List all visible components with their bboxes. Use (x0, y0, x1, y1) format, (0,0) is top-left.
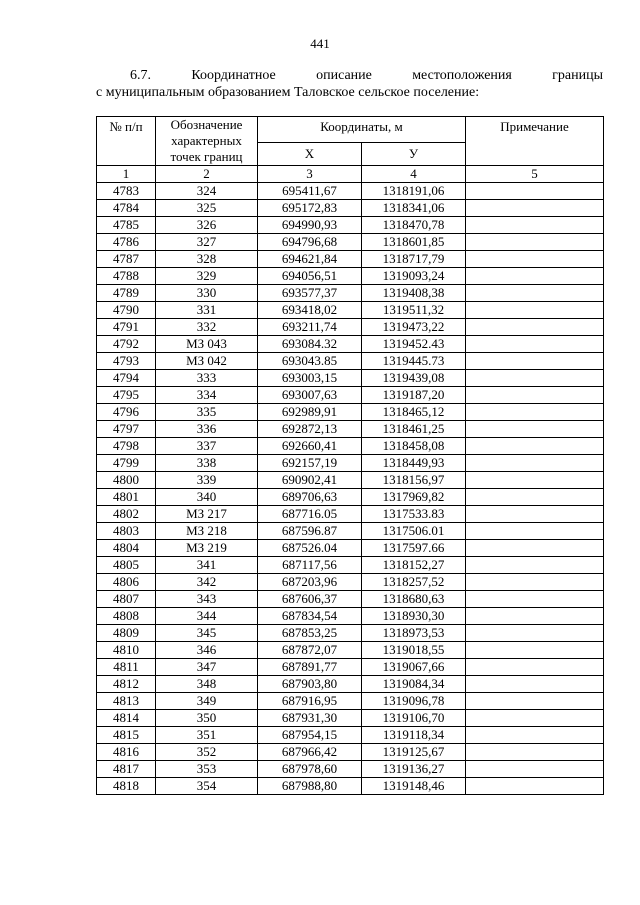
table-row (97, 472, 604, 489)
cell-designation: 331 (156, 302, 258, 319)
cell-y: 1319439,08 (362, 370, 466, 387)
cell-designation: 330 (156, 285, 258, 302)
cell-num: 4806 (97, 574, 156, 591)
cell-note (466, 387, 604, 404)
cell-x: 687716.05 (258, 506, 362, 523)
cell-designation: 326 (156, 217, 258, 234)
table-row (97, 183, 604, 200)
cell-num: 4809 (97, 625, 156, 642)
table-row (97, 540, 604, 557)
cell-y: 1319408,38 (362, 285, 466, 302)
cell-y: 1319136,27 (362, 761, 466, 778)
cell-num: 4810 (97, 642, 156, 659)
cell-x: 693211,74 (258, 319, 362, 336)
cell-designation: 332 (156, 319, 258, 336)
cell-designation: 328 (156, 251, 258, 268)
cell-num: 4792 (97, 336, 156, 353)
cell-note (466, 625, 604, 642)
cell-note (466, 744, 604, 761)
table-row (97, 370, 604, 387)
cell-note (466, 302, 604, 319)
cell-x: 692989,91 (258, 404, 362, 421)
cell-x: 687916,95 (258, 693, 362, 710)
table-row (97, 659, 604, 676)
cell-y: 1318449,93 (362, 455, 466, 472)
header-coordinates: Координаты, м (258, 117, 466, 143)
cell-x: 687891,77 (258, 659, 362, 676)
header-designation: Обозначение характерных точек границ (156, 117, 258, 166)
cell-num: 4813 (97, 693, 156, 710)
cell-note (466, 353, 604, 370)
cell-designation: 327 (156, 234, 258, 251)
cell-y: 1319452.43 (362, 336, 466, 353)
cell-y: 1319096,78 (362, 693, 466, 710)
table-row (97, 421, 604, 438)
table-row (97, 489, 604, 506)
cell-num: 4788 (97, 268, 156, 285)
cell-num: 4791 (97, 319, 156, 336)
table-row (97, 574, 604, 591)
cell-x: 692872,13 (258, 421, 362, 438)
coordinates-table (96, 116, 604, 795)
table-row (97, 693, 604, 710)
cell-designation: 335 (156, 404, 258, 421)
cell-num: 4807 (97, 591, 156, 608)
cell-num: 4783 (97, 183, 156, 200)
cell-num: 4789 (97, 285, 156, 302)
cell-note (466, 761, 604, 778)
cell-note (466, 659, 604, 676)
cell-num: 4801 (97, 489, 156, 506)
cell-y: 1318458,08 (362, 438, 466, 455)
cell-y: 1317969,82 (362, 489, 466, 506)
column-number: 2 (156, 166, 258, 183)
cell-note (466, 676, 604, 693)
cell-designation: 336 (156, 421, 258, 438)
cell-designation: МЗ 042 (156, 353, 258, 370)
cell-designation: 354 (156, 778, 258, 795)
cell-y: 1319093,24 (362, 268, 466, 285)
cell-designation: МЗ 219 (156, 540, 258, 557)
cell-y: 1319148,46 (362, 778, 466, 795)
cell-num: 4816 (97, 744, 156, 761)
table-row (97, 200, 604, 217)
cell-x: 693007,63 (258, 387, 362, 404)
cell-designation: 343 (156, 591, 258, 608)
cell-designation: МЗ 043 (156, 336, 258, 353)
table-row (97, 625, 604, 642)
cell-designation: 325 (156, 200, 258, 217)
cell-y: 1318470,78 (362, 217, 466, 234)
cell-x: 687853,25 (258, 625, 362, 642)
cell-num: 4786 (97, 234, 156, 251)
cell-x: 693577,37 (258, 285, 362, 302)
cell-x: 693418,02 (258, 302, 362, 319)
cell-num: 4800 (97, 472, 156, 489)
cell-y: 1319125,67 (362, 744, 466, 761)
table-row (97, 217, 604, 234)
column-number: 4 (362, 166, 466, 183)
cell-x: 687596.87 (258, 523, 362, 540)
cell-x: 687931,30 (258, 710, 362, 727)
cell-x: 689706,63 (258, 489, 362, 506)
cell-designation: 337 (156, 438, 258, 455)
table-row (97, 506, 604, 523)
table-row (97, 285, 604, 302)
cell-x: 687954,15 (258, 727, 362, 744)
column-number: 3 (258, 166, 362, 183)
cell-num: 4817 (97, 761, 156, 778)
cell-note (466, 574, 604, 591)
cell-num: 4802 (97, 506, 156, 523)
cell-y: 1319511,32 (362, 302, 466, 319)
cell-note (466, 404, 604, 421)
table-row (97, 727, 604, 744)
cell-designation: 351 (156, 727, 258, 744)
cell-note (466, 778, 604, 795)
heading-line-2: с муниципальным образованием Таловское сельское поселение: (96, 85, 480, 100)
cell-designation: МЗ 218 (156, 523, 258, 540)
cell-designation: МЗ 217 (156, 506, 258, 523)
cell-y: 1318152,27 (362, 557, 466, 574)
table-row (97, 744, 604, 761)
cell-y: 1318257,52 (362, 574, 466, 591)
cell-designation: 333 (156, 370, 258, 387)
cell-x: 687872,07 (258, 642, 362, 659)
cell-num: 4815 (97, 727, 156, 744)
cell-y: 1318156,97 (362, 472, 466, 489)
table-row (97, 438, 604, 455)
cell-num: 4794 (97, 370, 156, 387)
cell-y: 1319187,20 (362, 387, 466, 404)
table-row (97, 251, 604, 268)
table-row (97, 336, 604, 353)
cell-x: 687903,80 (258, 676, 362, 693)
table-row (97, 676, 604, 693)
cell-note (466, 523, 604, 540)
header-note: Примечание (466, 117, 604, 166)
cell-designation: 350 (156, 710, 258, 727)
cell-y: 1319118,34 (362, 727, 466, 744)
cell-designation: 329 (156, 268, 258, 285)
table-row (97, 710, 604, 727)
cell-designation: 339 (156, 472, 258, 489)
cell-note (466, 506, 604, 523)
cell-x: 694796,68 (258, 234, 362, 251)
cell-num: 4793 (97, 353, 156, 370)
table-row (97, 455, 604, 472)
section-heading (96, 67, 603, 101)
cell-designation: 342 (156, 574, 258, 591)
cell-x: 687966,42 (258, 744, 362, 761)
cell-num: 4796 (97, 404, 156, 421)
cell-note (466, 710, 604, 727)
table-body (97, 183, 604, 795)
cell-note (466, 421, 604, 438)
cell-note (466, 608, 604, 625)
cell-y: 1319067,66 (362, 659, 466, 676)
cell-designation: 338 (156, 455, 258, 472)
cell-num: 4818 (97, 778, 156, 795)
cell-x: 694056,51 (258, 268, 362, 285)
cell-note (466, 693, 604, 710)
cell-designation: 345 (156, 625, 258, 642)
cell-num: 4795 (97, 387, 156, 404)
cell-num: 4804 (97, 540, 156, 557)
cell-x: 693043.85 (258, 353, 362, 370)
cell-y: 1319084,34 (362, 676, 466, 693)
cell-y: 1317506.01 (362, 523, 466, 540)
cell-y: 1318930,30 (362, 608, 466, 625)
cell-num: 4787 (97, 251, 156, 268)
cell-note (466, 727, 604, 744)
cell-x: 687117,56 (258, 557, 362, 574)
column-number: 5 (466, 166, 604, 183)
cell-note (466, 183, 604, 200)
cell-y: 1318461,25 (362, 421, 466, 438)
cell-note (466, 591, 604, 608)
cell-x: 695172,83 (258, 200, 362, 217)
cell-note (466, 234, 604, 251)
cell-x: 687988,80 (258, 778, 362, 795)
table-row (97, 353, 604, 370)
table-row (97, 387, 604, 404)
table-row (97, 778, 604, 795)
cell-num: 4814 (97, 710, 156, 727)
cell-note (466, 455, 604, 472)
table-row (97, 234, 604, 251)
cell-x: 687834,54 (258, 608, 362, 625)
cell-num: 4808 (97, 608, 156, 625)
cell-note (466, 200, 604, 217)
cell-designation: 341 (156, 557, 258, 574)
heading-word: 6.7. (130, 68, 151, 83)
heading-word: границы (552, 68, 603, 83)
cell-y: 1319445.73 (362, 353, 466, 370)
cell-x: 687526.04 (258, 540, 362, 557)
header-y: У (362, 142, 466, 165)
page-number: 441 (310, 36, 330, 51)
cell-x: 694990,93 (258, 217, 362, 234)
cell-designation: 348 (156, 676, 258, 693)
header-x: Х (258, 142, 362, 165)
heading-word: описание (316, 68, 372, 83)
cell-note (466, 540, 604, 557)
cell-note (466, 642, 604, 659)
cell-x: 687978,60 (258, 761, 362, 778)
cell-x: 695411,67 (258, 183, 362, 200)
cell-y: 1318191,06 (362, 183, 466, 200)
cell-designation: 334 (156, 387, 258, 404)
cell-num: 4797 (97, 421, 156, 438)
cell-y: 1318601,85 (362, 234, 466, 251)
cell-x: 693084.32 (258, 336, 362, 353)
cell-x: 694621,84 (258, 251, 362, 268)
cell-num: 4784 (97, 200, 156, 217)
table-row (97, 523, 604, 540)
cell-note (466, 217, 604, 234)
table-row (97, 608, 604, 625)
heading-line-1 (96, 67, 603, 84)
cell-note (466, 370, 604, 387)
cell-y: 1317597.66 (362, 540, 466, 557)
cell-x: 690902,41 (258, 472, 362, 489)
table-row (97, 268, 604, 285)
cell-note (466, 557, 604, 574)
cell-y: 1318973,53 (362, 625, 466, 642)
cell-num: 4811 (97, 659, 156, 676)
cell-num: 4812 (97, 676, 156, 693)
cell-x: 693003,15 (258, 370, 362, 387)
cell-designation: 324 (156, 183, 258, 200)
cell-x: 687203,96 (258, 574, 362, 591)
cell-designation: 347 (156, 659, 258, 676)
table-row (97, 761, 604, 778)
heading-word: Координатное (191, 68, 276, 83)
header-num: № п/п (97, 117, 156, 166)
cell-note (466, 472, 604, 489)
table-row (97, 591, 604, 608)
cell-num: 4798 (97, 438, 156, 455)
cell-num: 4799 (97, 455, 156, 472)
cell-designation: 346 (156, 642, 258, 659)
cell-num: 4805 (97, 557, 156, 574)
table-row (97, 404, 604, 421)
cell-designation: 344 (156, 608, 258, 625)
cell-note (466, 285, 604, 302)
column-number: 1 (97, 166, 156, 183)
cell-note (466, 251, 604, 268)
cell-x: 687606,37 (258, 591, 362, 608)
table-row (97, 642, 604, 659)
cell-note (466, 268, 604, 285)
cell-y: 1318717,79 (362, 251, 466, 268)
cell-y: 1319106,70 (362, 710, 466, 727)
cell-note (466, 336, 604, 353)
cell-x: 692157,19 (258, 455, 362, 472)
table-row (97, 557, 604, 574)
cell-designation: 340 (156, 489, 258, 506)
cell-y: 1318465,12 (362, 404, 466, 421)
cell-num: 4803 (97, 523, 156, 540)
cell-y: 1318341,06 (362, 200, 466, 217)
cell-num: 4785 (97, 217, 156, 234)
cell-designation: 349 (156, 693, 258, 710)
table-row (97, 302, 604, 319)
table-row (97, 319, 604, 336)
cell-x: 692660,41 (258, 438, 362, 455)
cell-y: 1319473,22 (362, 319, 466, 336)
cell-note (466, 489, 604, 506)
cell-note (466, 319, 604, 336)
cell-note (466, 438, 604, 455)
heading-word: местоположения (412, 68, 512, 83)
cell-num: 4790 (97, 302, 156, 319)
cell-designation: 353 (156, 761, 258, 778)
cell-y: 1318680,63 (362, 591, 466, 608)
cell-y: 1317533.83 (362, 506, 466, 523)
cell-y: 1319018,55 (362, 642, 466, 659)
cell-designation: 352 (156, 744, 258, 761)
